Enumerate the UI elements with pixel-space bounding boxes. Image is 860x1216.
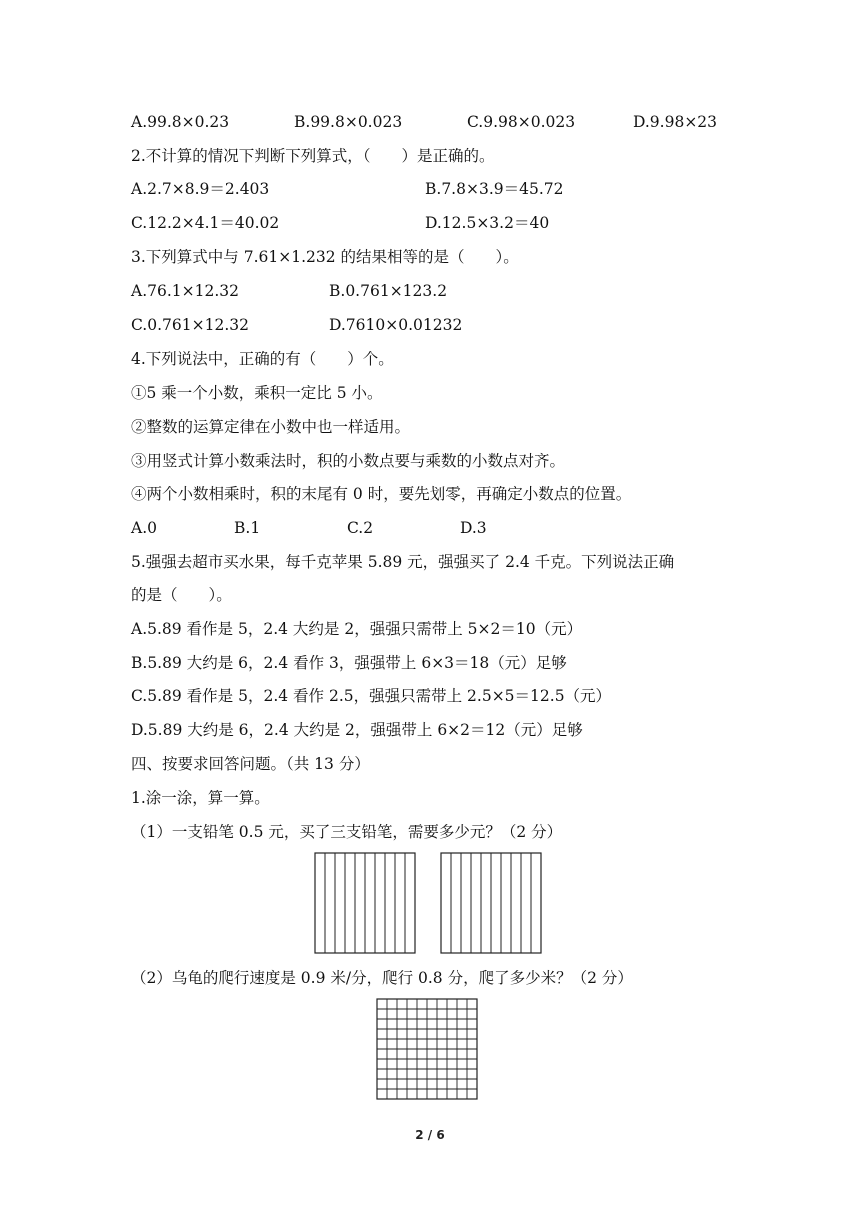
q4-option-c: C.2 [347, 519, 374, 537]
q4-statement-2: ②整数的运算定律在小数中也一样适用。 [131, 418, 411, 436]
q3-option-c: C.0.761×12.32 [131, 316, 249, 334]
q2-stem: 2.不计算的情况下判断下列算式，（ ）是正确的。 [131, 147, 495, 165]
page-number: 2 / 6 [415, 1128, 445, 1142]
q5-option-a: A.5.89 看作是 5，2.4 大约是 2，强强只需带上 5×2＝10（元） [131, 620, 583, 638]
q1-option-a: A.99.8×0.23 [131, 113, 230, 131]
q5-option-d: D.5.89 大约是 6，2.4 大约是 2，强强带上 6×2＝12（元）足够 [131, 721, 583, 739]
section4-q1-stem: 1.涂一涂，算一算。 [131, 789, 270, 807]
q1-option-b: B.99.8×0.023 [294, 113, 403, 131]
q5-option-c: C.5.89 看作是 5，2.4 看作 2.5，强强只需带上 2.5×5＝12.5（元） [131, 687, 612, 705]
section4-heading: 四、按要求回答问题。（共 13 分） [131, 755, 370, 773]
q2-option-a: A.2.7×8.9＝2.403 [131, 180, 270, 198]
strip-grid-1 [314, 852, 416, 954]
q5-stem-line2: 的是（ ）。 [131, 586, 232, 604]
q4-option-d: D.3 [460, 519, 487, 537]
hundred-grid [376, 998, 478, 1100]
q5-option-b: B.5.89 大约是 6，2.4 看作 3，强强带上 6×3＝18（元）足够 [131, 654, 567, 672]
q3-option-a: A.76.1×12.32 [131, 282, 239, 300]
q3-stem: 3.下列算式中与 7.61×1.232 的结果相等的是（ ）。 [131, 248, 519, 266]
q1-option-d: D.9.98×23 [633, 113, 718, 131]
q4-stem: 4.下列说法中，正确的有（ ）个。 [131, 350, 394, 368]
section4-sub2: （2）乌龟的爬行速度是 0.9 米/分，爬行 0.8 分，爬了多少米？（2 分） [131, 969, 633, 987]
q2-option-c: C.12.2×4.1＝40.02 [131, 214, 280, 232]
q3-option-b: B.0.761×123.2 [329, 282, 448, 300]
q4-option-a: A.0 [131, 519, 157, 537]
q4-statement-3: ③用竖式计算小数乘法时，积的小数点要与乘数的小数点对齐。 [131, 452, 566, 470]
section4-sub1: （1）一支铅笔 0.5 元，买了三支铅笔，需要多少元？（2 分） [131, 823, 563, 841]
strip-grid-2 [440, 852, 542, 954]
q2-option-b: B.7.8×3.9＝45.72 [425, 180, 564, 198]
q4-option-b: B.1 [234, 519, 261, 537]
q3-option-d: D.7610×0.01232 [329, 316, 463, 334]
q4-statement-4: ④两个小数相乘时，积的末尾有 0 时，要先划零，再确定小数点的位置。 [131, 485, 632, 503]
q1-option-c: C.9.98×0.023 [467, 113, 576, 131]
q4-statement-1: ①5 乘一个小数，乘积一定比 5 小。 [131, 384, 383, 402]
q5-stem-line1: 5.强强去超市买水果，每千克苹果 5.89 元，强强买了 2.4 千克。下列说法正确 [131, 553, 675, 571]
q2-option-d: D.12.5×3.2＝40 [425, 214, 550, 232]
